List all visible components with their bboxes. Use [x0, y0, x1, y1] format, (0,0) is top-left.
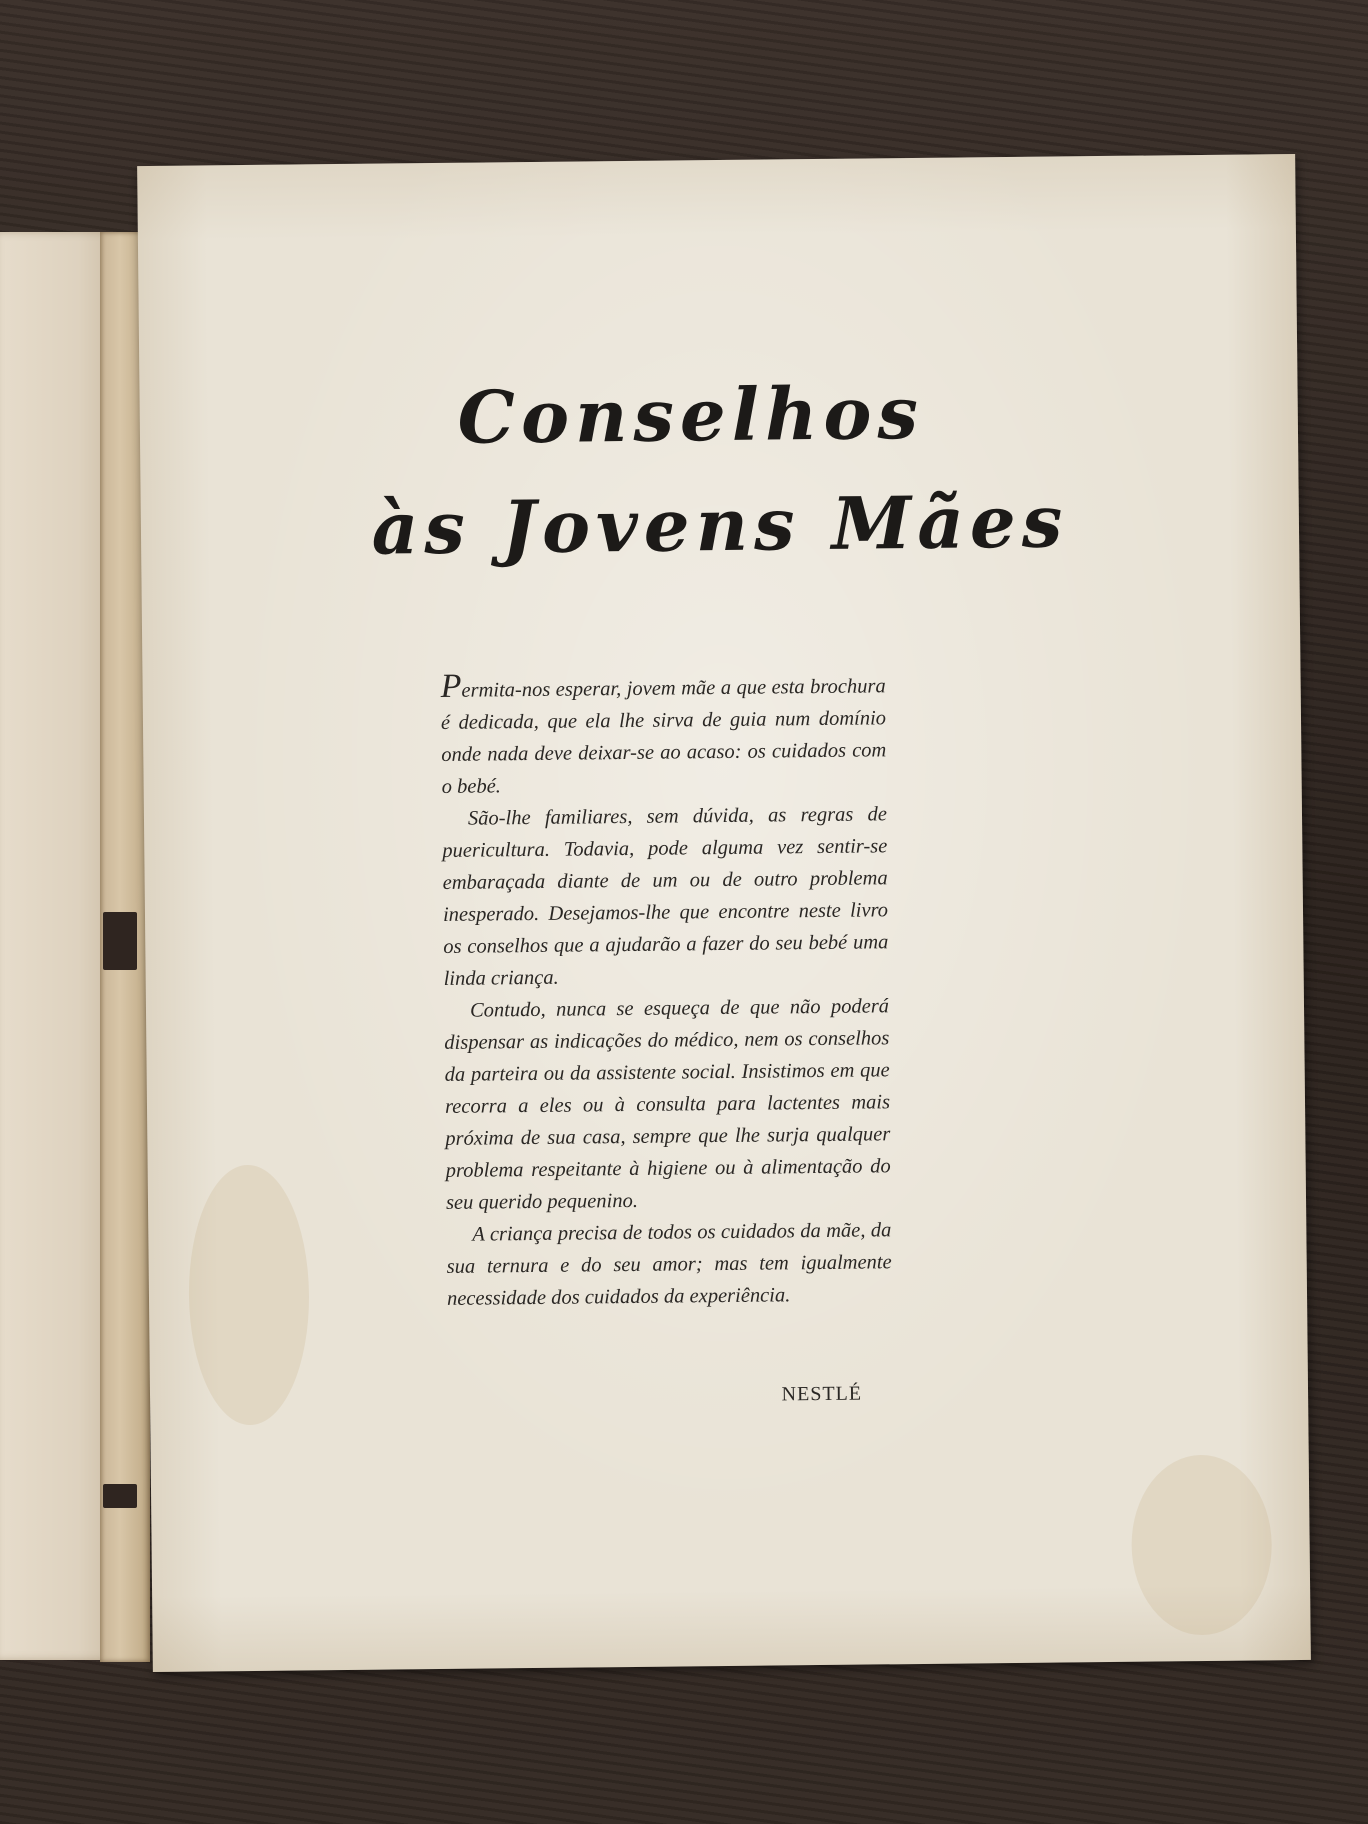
drop-cap: P [440, 667, 462, 705]
paragraph-4: A criança precisa de todos os cuidados da mãe, da sua ternura e do seu amor; mas tem igualmente necessidade dos cuidados da experiência. [446, 1219, 892, 1310]
book-page [137, 154, 1311, 1672]
preface-body [440, 667, 892, 1315]
signature: NESTLÉ [781, 1382, 863, 1406]
page-title-line-1: Conselhos [457, 369, 925, 460]
spine-tear [103, 912, 137, 970]
paragraph-1 [440, 667, 887, 803]
paper-stain [188, 1164, 311, 1425]
left-page-edge [0, 232, 112, 1660]
spine-tear [103, 1484, 137, 1508]
paragraph-2: São-lhe familiares, sem dúvida, as regras de puericultura. Todavia, pode alguma vez sentir-se embaraçada diante de um ou de outro problema inesperado. Desejamos-lhe que encontre neste livro os conselhos que a ajudarão a fazer do seu bebé uma linda criança. [442, 803, 889, 990]
paper-stain [1131, 1454, 1273, 1635]
page-title-line-2: às Jovens Mães [371, 478, 1069, 571]
paragraph-1-text: ermita-nos esperar, jovem mãe a que esta brochura é dedicada, que ela lhe sirva de guia num domínio onde nada deve deixar-se ao acaso: os cuidados com o bebé. [440, 675, 887, 798]
paragraph-3: Contudo, nunca se esqueça de que não poderá dispensar as indicações do médico, nem os conselhos da parteira ou da assistente social. Insistimos em que recorra a eles ou à consulta para lactentes mais próxima de sua casa, sempre que lhe surja qualquer problema respeitante à higiene ou à alimentação do seu querido pequenino. [444, 995, 891, 1214]
